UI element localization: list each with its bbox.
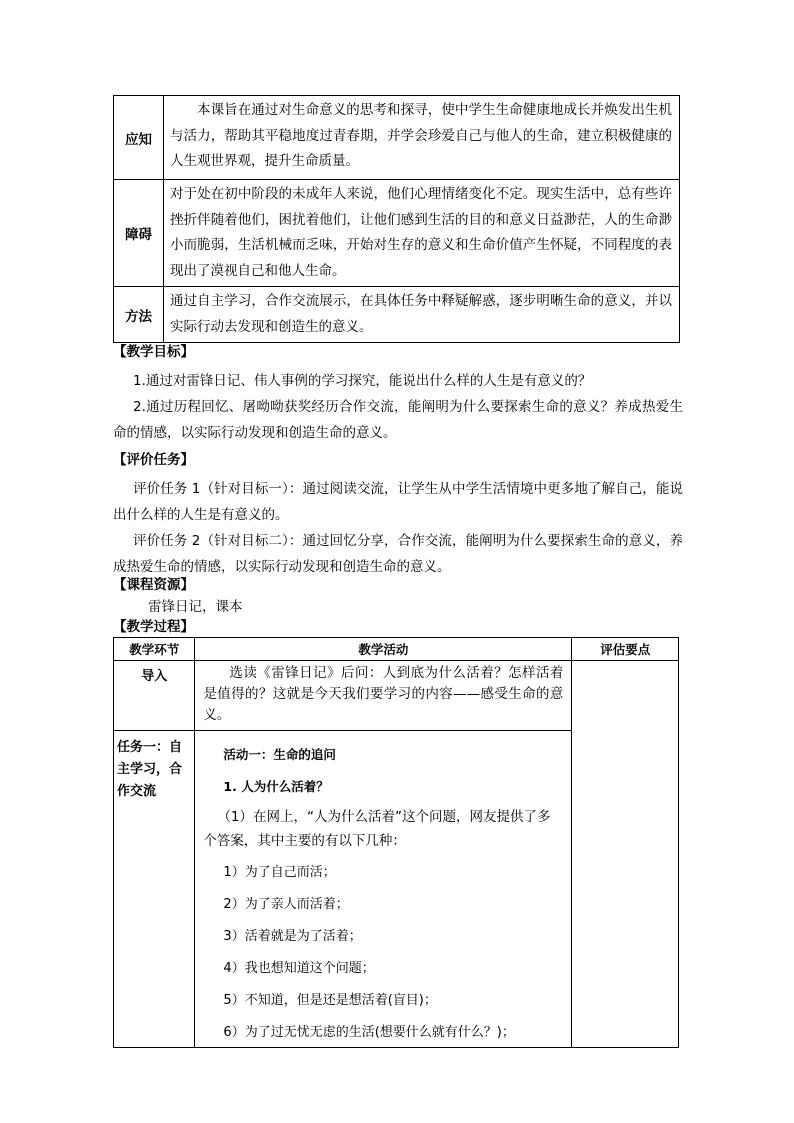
row-label: 方法 (114, 287, 164, 343)
answer-item: 5）不知道，但是还是想活着(盲目)； (223, 993, 437, 1008)
goal-item: 2.通过历程回忆、屠呦呦获奖经历合作交流，能阐明为什么要探索生命的意义？养成热爱生命的情感，以实际行动发现和创造生命的意义。 (113, 399, 683, 441)
table-header-row (114, 638, 679, 661)
section-heading: 【教学过程】 (113, 619, 194, 635)
column-header: 教学活动 (195, 638, 572, 661)
assessment-cell (572, 661, 679, 1048)
table-row (114, 661, 679, 731)
evaluation-item: 评价任务 1（针对目标一）：通过阅读交流，让学生从中学生活情境中更多地了解自己，能说出什么样的人生是有意义的。 (113, 481, 683, 523)
question-heading: 1. 人为什么活着？ (223, 779, 329, 794)
stage-label: 导入 (141, 669, 168, 684)
section-heading: 【课程资源】 (113, 577, 194, 593)
summary-table (113, 95, 680, 343)
stage-label: 任务一：自主学习，合作交流 (117, 740, 183, 799)
column-header: 评估要点 (572, 638, 679, 661)
answer-item: 4）我也想知道这个问题； (223, 961, 375, 976)
column-header: 教学环节 (114, 638, 195, 661)
evaluation-item: 评价任务 2（针对目标二）：通过回忆分享，合作交流，能阐明为什么要探索生命的意义，养成热爱生命的情感，以实际行动发现和创造生命的意义。 (113, 533, 683, 575)
activity-title: 活动一：生命的追问 (223, 747, 336, 762)
row-text: 本课旨在通过对生命意义的思考和探寻，使中学生生命健康地成长并焕发出生机与活力，帮助其平稳地度过青春期，并学会珍爱自己与他人的生命，建立积极健康的人生观世界观，提升生命质量。 (164, 96, 680, 180)
activity-cell (195, 731, 572, 1048)
table-row (114, 180, 680, 287)
answer-item: 3）活着就是为了活着； (223, 929, 362, 944)
row-label: 障碍 (114, 180, 164, 287)
goal-item: 1.通过对雷锋日记、伟人事例的学习探究，能说出什么样的人生是有意义的？ (133, 373, 592, 389)
table-row (114, 287, 680, 343)
row-label: 应知 (114, 96, 164, 180)
answer-item: 6）为了过无忧无虑的生活(想要什么就有什么？)； (223, 1025, 515, 1040)
stage-cell (114, 661, 195, 731)
stage-cell (114, 731, 195, 1048)
activity-paragraph: （1）在网上，“人为什么活着”这个问题，网友提供了多个答案，其中主要的有以下几种： (203, 809, 551, 849)
resources-section (113, 574, 683, 618)
answer-item: 2）为了亲人而活着； (223, 897, 349, 912)
section-heading: 【评价任务】 (113, 452, 194, 468)
activity-cell (195, 661, 572, 731)
row-text: 通过自主学习，合作交流展示，在具体任务中释疑解惑，逐步明晰生命的意义，并以实际行动去发现和创造生的意义。 (164, 287, 680, 343)
resources-text: 雷锋日记，课本 (148, 599, 243, 615)
table-row (114, 96, 680, 180)
section-heading: 【教学目标】 (113, 344, 194, 360)
evaluation-section (113, 448, 683, 580)
row-text: 对于处在初中阶段的未成年人来说，他们心理情绪变化不定。现实生活中，总有些许挫折伴随着他们，困扰着他们，让他们感到生活的目的和意义日益渺茫，人的生命渺小而脆弱，生活机械而乏味，开始对生存的意义和生命价值产生怀疑，不同程度的表现出了漠视自己和他人生命。 (164, 180, 680, 287)
goals-section (113, 340, 683, 446)
activity-text: 选读《雷锋日记》后问：人到底为什么活着？怎样活着是值得的？这就是今天我们要学习的内容——感受生命的意义。 (203, 665, 564, 723)
process-table (113, 637, 679, 1048)
answer-item: 1）为了自己而活； (223, 865, 336, 880)
